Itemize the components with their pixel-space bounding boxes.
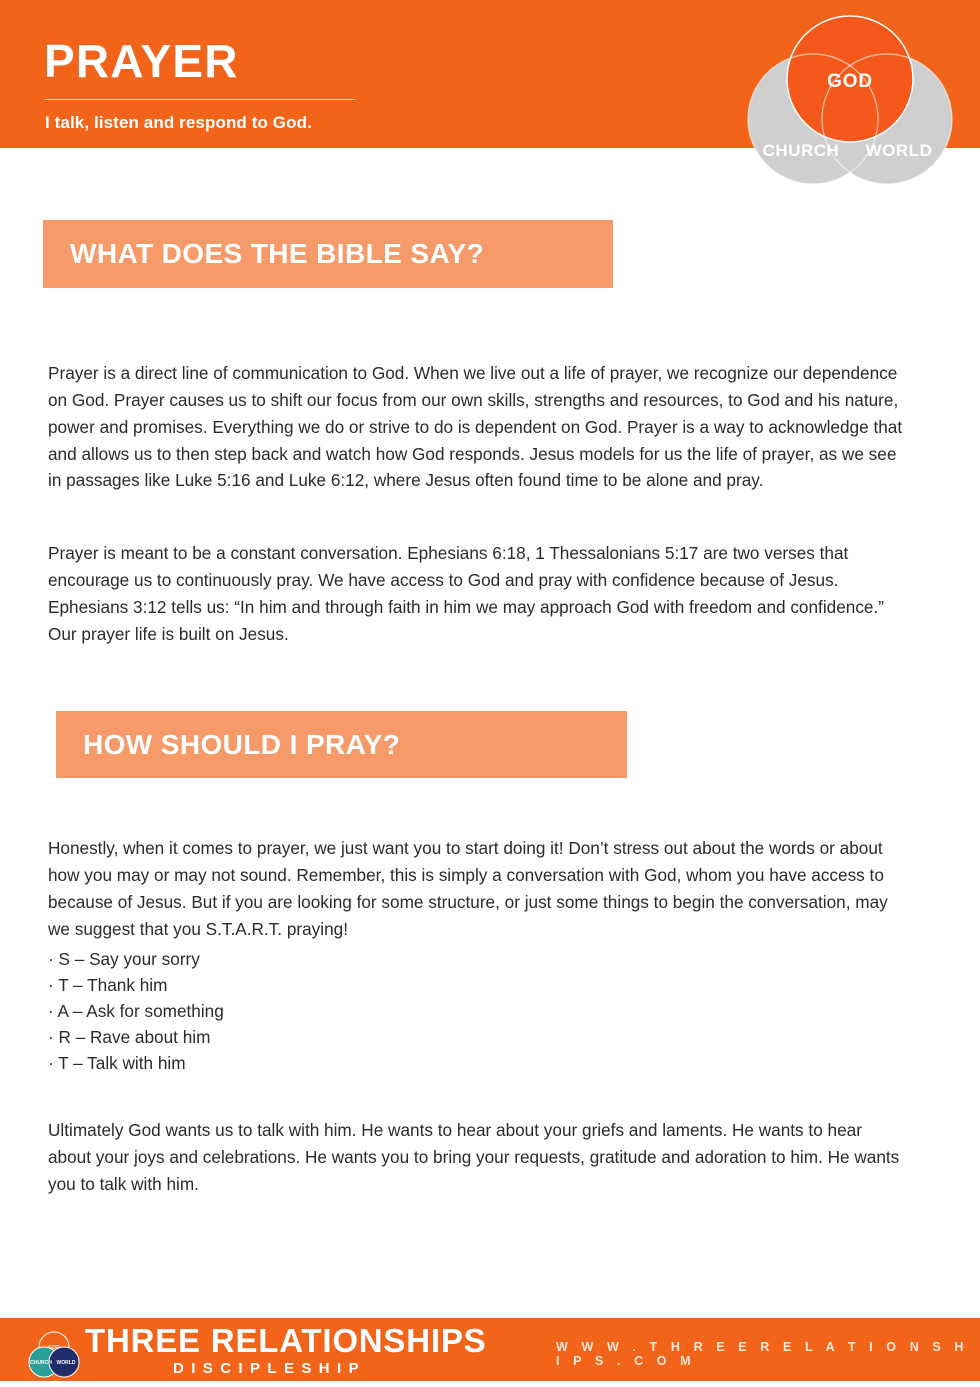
section-header-bible-say	[43, 220, 613, 288]
list-item: · A – Ask for something	[48, 1001, 224, 1021]
footer-brand-name: THREE RELATIONSHIPS	[85, 1322, 487, 1359]
title-divider	[45, 99, 355, 100]
page-subtitle: I talk, listen and respond to God.	[45, 113, 312, 132]
section-heading-label: HOW SHOULD I PRAY?	[83, 728, 401, 760]
logo-label-world: WORLD	[56, 1360, 76, 1366]
list-item: · S – Say your sorry	[48, 949, 200, 969]
paragraph-bible-2: Prayer is meant to be a constant conversation. Ephesians 6:18, 1 Thessalonians 5:17 are two verses that encourage us to continuously pray. We have access to God and pray with confidence because of Jesus. Ephesians 3:12 tells us: “In him and through faith in him we may approach God with freedom and confidence.” Our prayer life is built on Jesus.	[48, 543, 884, 644]
start-acronym-list	[48, 946, 548, 1076]
footer-wordmark	[85, 1324, 505, 1377]
paragraph-pray-1: Honestly, when it comes to prayer, we just want you to start doing it! Don’t stress out about the words or about how you may or may not sound. Remember, this is simply a conversation with God, whom you have access to because of Jesus. But if you are looking for some structure, or just some things to begin the conversation, may we suggest that you S.T.A.R.T. praying!	[48, 838, 888, 939]
paragraph-pray-2: Ultimately God wants us to talk with him. He wants to hear about your griefs and laments. He wants to hear about your joys and celebrations. He wants you to bring your requests, gratitude and adoration to him. He wants you to talk with him.	[48, 1120, 900, 1194]
logo-label-god: GOD	[48, 1345, 60, 1351]
venn-label-god: GOD	[827, 71, 873, 92]
section-heading-label: WHAT DOES THE BIBLE SAY?	[70, 238, 485, 269]
venn-label-church: CHURCH	[762, 141, 840, 160]
logo-label-church: CHURCH	[30, 1360, 52, 1366]
footer-website-url: W W W . T H R E E R E L A T I O N S H I P S . C O M	[556, 1340, 969, 1368]
page-title: PRAYER	[44, 35, 239, 87]
list-item: · T – Thank him	[48, 975, 168, 995]
paragraph-bible-1: Prayer is a direct line of communication to God. When we live out a life of prayer, we recognize our dependence on God. Prayer causes us to shift our focus from our own skills, strengths and resources, to God and his nature, power and promises. Everything we do or strive to do is dependent on God. Prayer is a way to acknowledge that and allows us to then step back and watch how God responds. Jesus models for us the life of prayer, as we see in passages like Luke 5:16 and Luke 6:12, where Jesus often found time to be alone and pray.	[48, 363, 903, 491]
footer-tagline: DISCIPLESHIP	[173, 1360, 366, 1377]
section-header-how-should-i-pray	[56, 711, 627, 778]
venn-label-world: WORLD	[865, 141, 933, 160]
list-item: · T – Talk with him	[48, 1053, 186, 1073]
three-relationships-logo	[26, 1330, 82, 1380]
three-relationships-venn-diagram	[735, 14, 965, 194]
list-item: · R – Rave about him	[48, 1027, 211, 1047]
